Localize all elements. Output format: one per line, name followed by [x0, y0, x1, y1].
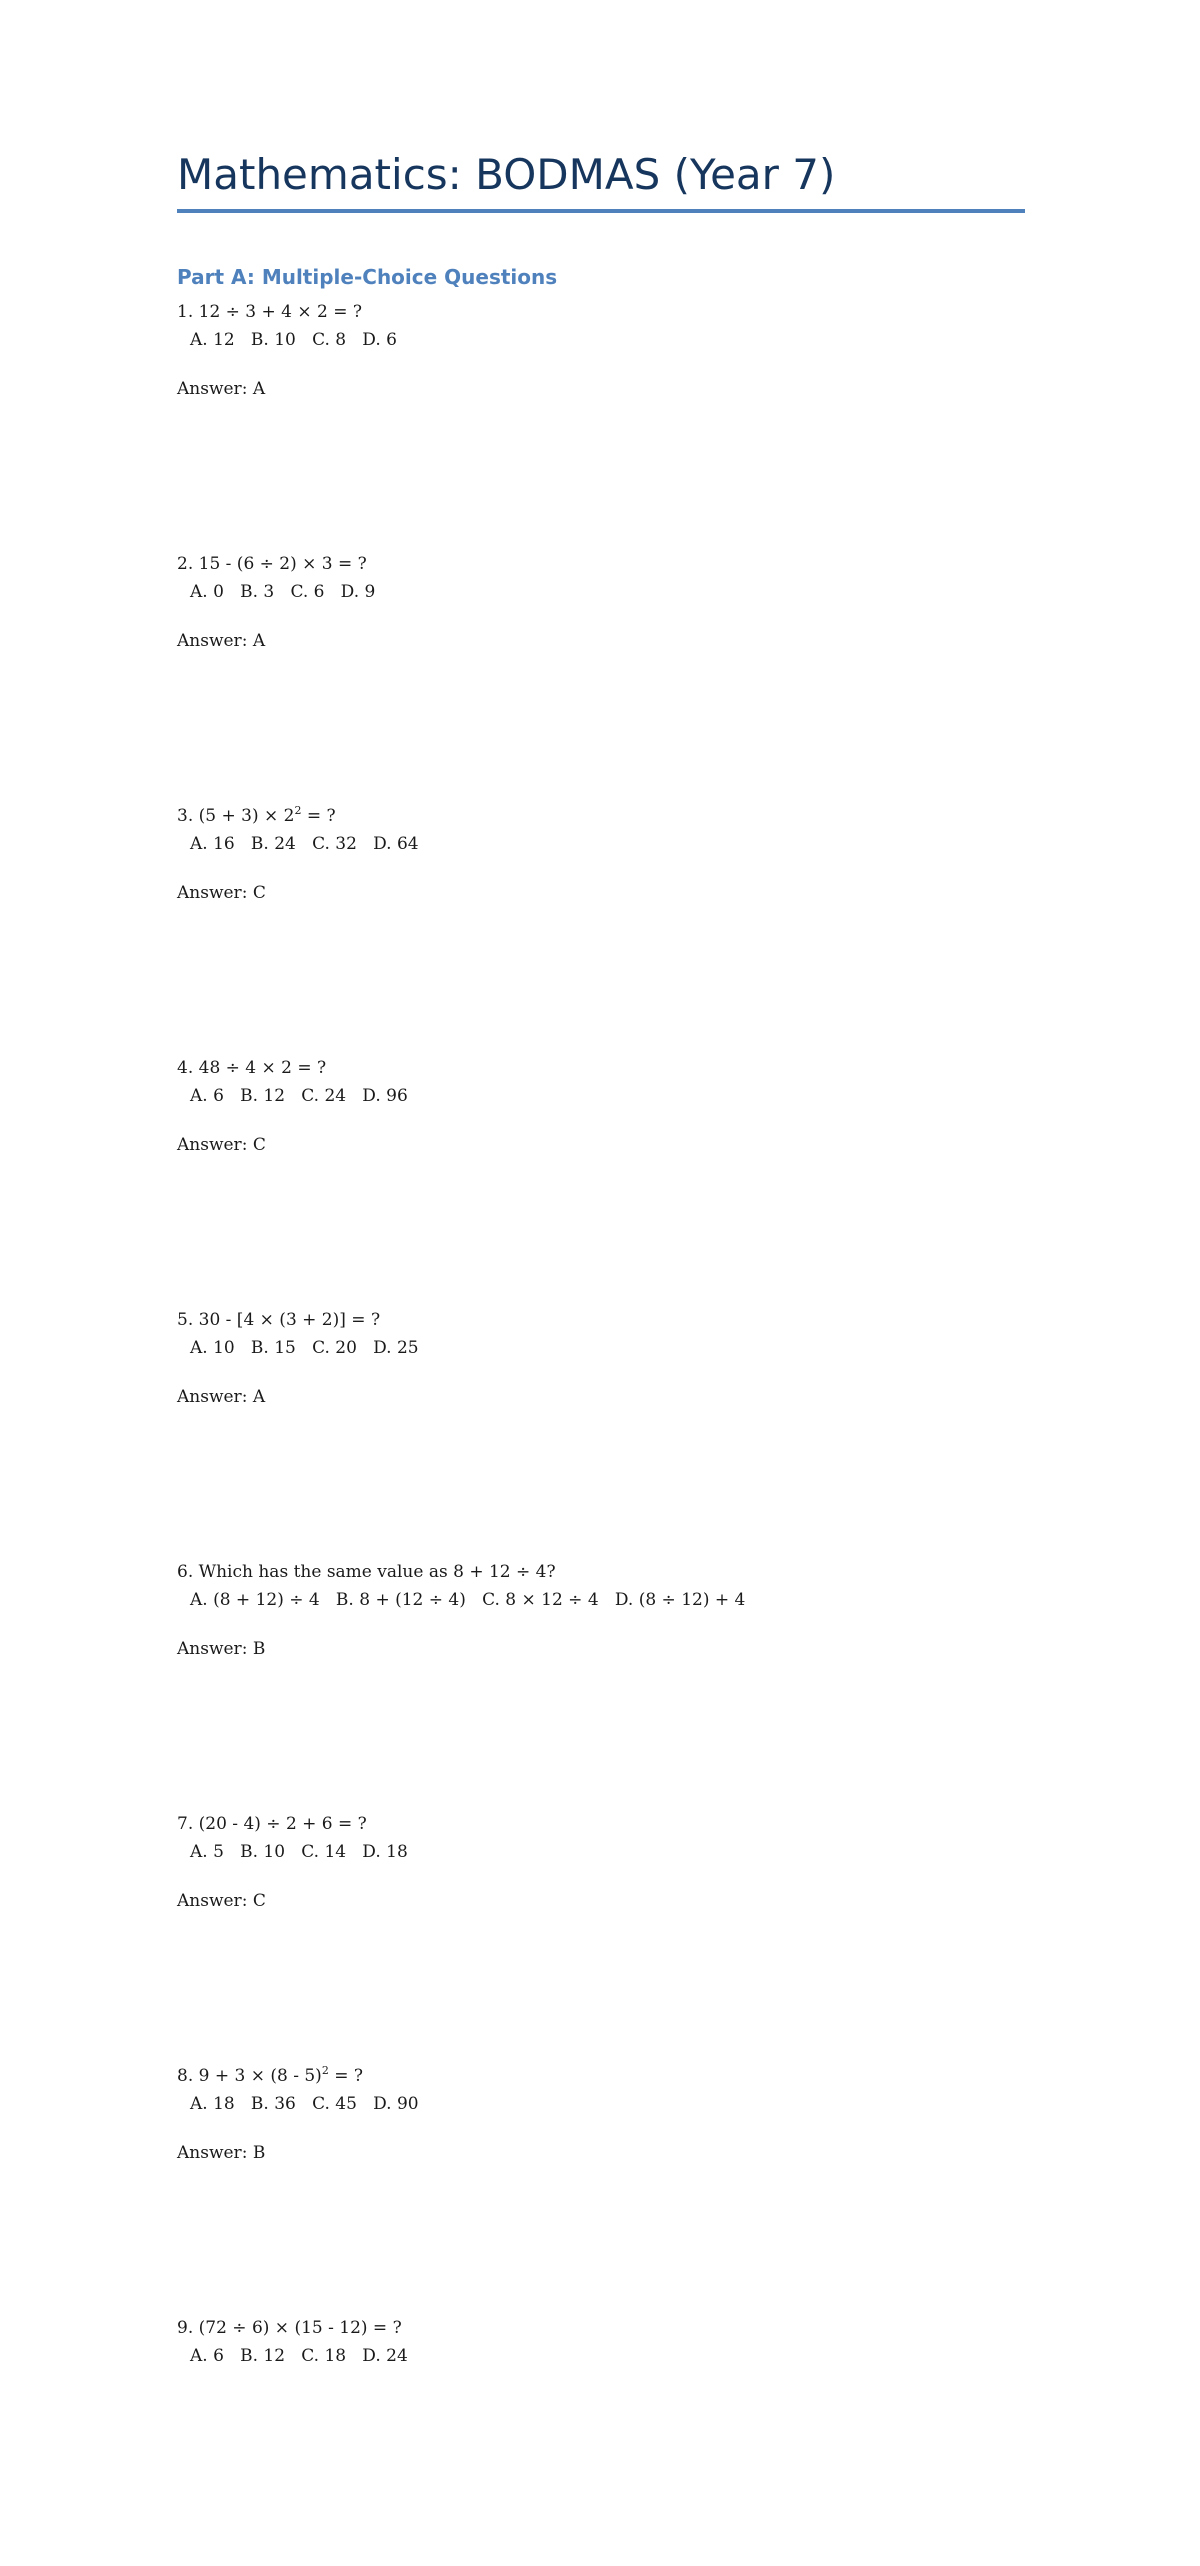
- question-item: [177, 802, 1025, 1054]
- answer-options: A. 18 B. 36 C. 45 D. 90: [190, 2094, 419, 2114]
- answer-key: Answer: C: [177, 883, 266, 903]
- question-item: [177, 298, 1025, 550]
- question-text: 9. (72 ÷ 6) × (15 - 12) = ?: [177, 2318, 402, 2338]
- question-item: [177, 2062, 1025, 2314]
- answer-key: Answer: B: [177, 1639, 266, 1659]
- question-text: 1. 12 ÷ 3 + 4 × 2 = ?: [177, 302, 363, 322]
- question-stem: [177, 550, 367, 578]
- question-text-end: = ?: [328, 2066, 363, 2086]
- question-stem: [177, 1306, 380, 1334]
- question-stem: [177, 1810, 367, 1838]
- answer-options: A. 6 B. 12 C. 24 D. 96: [190, 1086, 408, 1106]
- question-text: 3. (5 + 3) × 2: [177, 806, 295, 826]
- answer-options: A. 5 B. 10 C. 14 D. 18: [190, 1842, 408, 1862]
- question-stem: [177, 2314, 402, 2342]
- question-text: 7. (20 - 4) ÷ 2 + 6 = ?: [177, 1814, 367, 1834]
- answer-key: Answer: A: [177, 1387, 266, 1407]
- question-stem: [177, 298, 362, 326]
- question-item: [177, 1306, 1025, 1558]
- question-text: 4. 48 ÷ 4 × 2 = ?: [177, 1058, 327, 1078]
- question-text: 5. 30 - [4 × (3 + 2)] = ?: [177, 1310, 381, 1330]
- exponent: 2: [294, 804, 302, 817]
- answer-options: A. 0 B. 3 C. 6 D. 9: [190, 582, 376, 602]
- question-text: 2. 15 - (6 ÷ 2) × 3 = ?: [177, 554, 367, 574]
- question-list: [177, 298, 1025, 2566]
- answer-options: A. 6 B. 12 C. 18 D. 24: [190, 2346, 408, 2366]
- answer-options: A. 12 B. 10 C. 8 D. 6: [190, 330, 397, 350]
- answer-key: Answer: A: [177, 379, 266, 399]
- question-item: [177, 1054, 1025, 1306]
- answer-options: A. 16 B. 24 C. 32 D. 64: [190, 834, 419, 854]
- exponent: 2: [321, 2064, 329, 2077]
- answer-key: Answer: C: [177, 1891, 266, 1911]
- question-item: [177, 2314, 1025, 2566]
- question-text: 6. Which has the same value as 8 + 12 ÷ 4?: [177, 1562, 556, 1582]
- answer-key: Answer: A: [177, 631, 266, 651]
- answer-key: Answer: C: [177, 1135, 266, 1155]
- title-underline: [177, 209, 1025, 213]
- question-stem: [177, 1558, 556, 1586]
- answer-key: Answer: B: [177, 2143, 266, 2163]
- question-text: 8. 9 + 3 × (8 - 5): [177, 2066, 322, 2086]
- document-title: Mathematics: BODMAS (Year 7): [177, 150, 836, 199]
- question-item: [177, 550, 1025, 802]
- section-heading: Part A: Multiple-Choice Questions: [177, 265, 558, 289]
- question-stem: [177, 802, 336, 830]
- question-item: [177, 1558, 1025, 1810]
- question-stem: [177, 2062, 363, 2090]
- question-stem: [177, 1054, 326, 1082]
- answer-options: A. (8 + 12) ÷ 4 B. 8 + (12 ÷ 4) C. 8 × 12 ÷ 4 D. (8 ÷ 12) + 4: [190, 1590, 746, 1610]
- question-item: [177, 1810, 1025, 2062]
- answer-options: A. 10 B. 15 C. 20 D. 25: [190, 1338, 419, 1358]
- question-text-end: = ?: [301, 806, 336, 826]
